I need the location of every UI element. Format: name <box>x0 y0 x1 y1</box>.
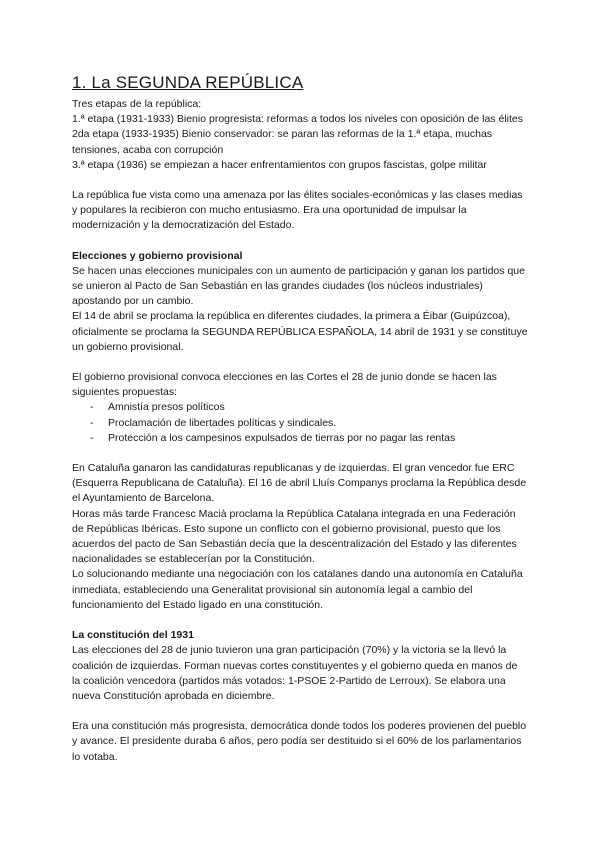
list-item-text: Proclamación de libertades políticas y sindicales. <box>108 416 337 429</box>
section-heading-elections: Elecciones y gobierno provisional <box>72 249 243 262</box>
spacer <box>72 613 528 628</box>
section-heading-constitution: La constitución del 1931 <box>72 629 194 642</box>
catalonia-paragraph-1: En Cataluña ganaron las candidaturas republicanas y de izquierdas. El gran vencedor fue ERC (Esquerra Republicana de Cataluña). El 16 de abril Lluís Companys proclama la República desde el Ayuntamiento de Barcelona. <box>72 462 527 505</box>
page-title: 1. La SEGUNDA REPÚBLICA <box>72 73 304 92</box>
catalonia-paragraph-2: Horas más tarde Francesc Macià proclama la República Catalana integrada en una Federación de Repúblicas Ibéricas. Esto supone un conflicto con el gobierno provisional, puesto que los acuerdos del pacto de San Sebastián decía que la descentralización del Estado y las diferentes nacionalidades se establecerían por la Constitución. <box>72 507 517 566</box>
list-item <box>72 400 528 415</box>
document-page <box>72 72 528 765</box>
proposals-list <box>72 400 528 446</box>
elections-paragraph-1: Se hacen unas elecciones municipales con un aumento de participación y ganan los partidos que se unieron al Pacto de San Sebastián en las grandes ciudades (los núcleos industriales) apostando por un cambio. <box>72 264 525 308</box>
republic-view-paragraph: La república fue vista como una amenaza por las élites sociales-económicas y las clases medias y populares la recibieron con mucho entusiasmo. Era una oportunidad de impulsar la modernización y la democratización del Estado. <box>72 189 523 232</box>
list-item <box>72 416 528 431</box>
spacer <box>72 173 528 188</box>
dash-marker: - <box>90 401 94 414</box>
constitution-paragraph-2: Era una constitución más progresista, democrática donde todos los poderes provienen del pueblo y avance. El presidente duraba 6 años, pero podía ser destituido si el 60% de los parlamentarios lo votaba. <box>72 720 527 763</box>
spacer <box>72 234 528 249</box>
intro-lead: Tres etapas de la república: <box>72 98 202 110</box>
spacer <box>72 704 528 719</box>
list-item <box>72 431 528 446</box>
dash-marker: - <box>90 416 94 429</box>
catalonia-paragraph-3: Lo solucionando mediante una negociación con los catalanes dando una autonomía en Cataluña inmediata, estableciendo una Generalitat provisional sin autonomía legal a cambio del funcionamiento del Estado ligado en una constitución. <box>72 568 523 611</box>
elections-paragraph-3: El gobierno provisional convoca elecciones en las Cortes el 28 de junio donde se hacen las siguientes propuestas: <box>72 371 497 399</box>
intro-stage-2: 2da etapa (1933-1935) Bienio conservador: se paran las reformas de la 1.ª etapa, muchas tensiones, acaba con corrupción <box>72 128 493 156</box>
spacer <box>72 446 528 461</box>
elections-paragraph-2: El 14 de abril se proclama la república en diferentes ciudades, la primera a Éibar (Guipúzcoa), oficialmente se proclama la SEGUNDA REPÚBLICA ESPAÑOLA, 14 abril de 1931 y se constituye un gobierno provisional. <box>72 310 528 353</box>
list-item-text: Amnistía presos políticos <box>108 401 225 414</box>
list-item-text: Protección a los campesinos expulsados de tierras por no pagar las rentas <box>108 431 456 444</box>
intro-stage-1: 1.ª etapa (1931-1933) Bienio progresista: reformas a todos los niveles con oposición de las élites <box>72 113 523 126</box>
spacer <box>72 355 528 370</box>
constitution-paragraph-1: Las elecciones del 28 de junio tuvieron una gran participación (70%) y la victoria se la llevó la coalición de izquierdas. Forman nuevas cortes constituyentes y el gobierno queda en manos de la coalición vencedora (partidos más votados: 1-PSOE 2-Partido de Lerroux). Se elabora una nueva Constitución aprobada en diciembre. <box>72 644 518 702</box>
dash-marker: - <box>90 431 94 444</box>
intro-stage-3: 3.ª etapa (1936) se empiezan a hacer enfrentamientos con grupos fascistas, golpe militar <box>72 158 487 171</box>
